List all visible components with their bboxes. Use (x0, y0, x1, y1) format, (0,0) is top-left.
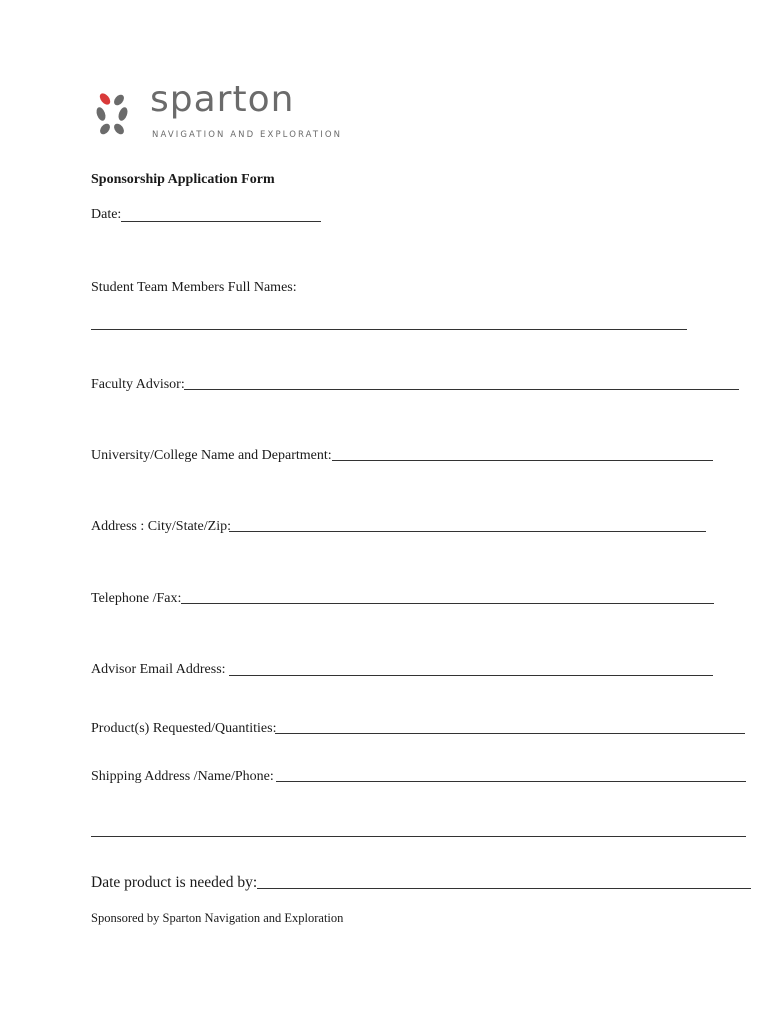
address-field-line[interactable] (229, 531, 706, 532)
date-label: Date: (91, 207, 122, 222)
logo-tagline: NAVIGATION AND EXPLORATION (152, 130, 343, 140)
telephone-field-line[interactable] (181, 603, 714, 604)
student-team-field-line[interactable] (91, 329, 687, 330)
products-label: Product(s) Requested/Quantities: (91, 721, 277, 736)
form-title: Sponsorship Application Form (91, 172, 275, 187)
university-field-line[interactable] (332, 460, 713, 461)
university-label: University/College Name and Department: (91, 448, 332, 463)
sparton-logo-mark-icon (88, 90, 136, 138)
shipping-field-line-2[interactable] (91, 836, 746, 837)
student-team-label: Student Team Members Full Names: (91, 280, 297, 295)
company-logo (88, 79, 343, 144)
address-label: Address : City/State/Zip: (91, 519, 231, 534)
faculty-advisor-field-line[interactable] (184, 389, 739, 390)
telephone-label: Telephone /Fax: (91, 591, 182, 606)
shipping-field-line[interactable] (276, 781, 746, 782)
shipping-label: Shipping Address /Name/Phone: (91, 769, 274, 784)
date-needed-label: Date product is needed by: (91, 874, 258, 891)
advisor-email-label: Advisor Email Address: (91, 662, 226, 677)
date-field-line[interactable] (121, 221, 321, 222)
products-field-line[interactable] (275, 733, 745, 734)
advisor-email-field-line[interactable] (229, 675, 713, 676)
faculty-advisor-label: Faculty Advisor: (91, 377, 185, 392)
footer-sponsor-text: Sponsored by Sparton Navigation and Exploration (91, 911, 344, 925)
logo-wordmark: sparton (150, 79, 295, 120)
date-needed-field-line[interactable] (257, 888, 751, 889)
